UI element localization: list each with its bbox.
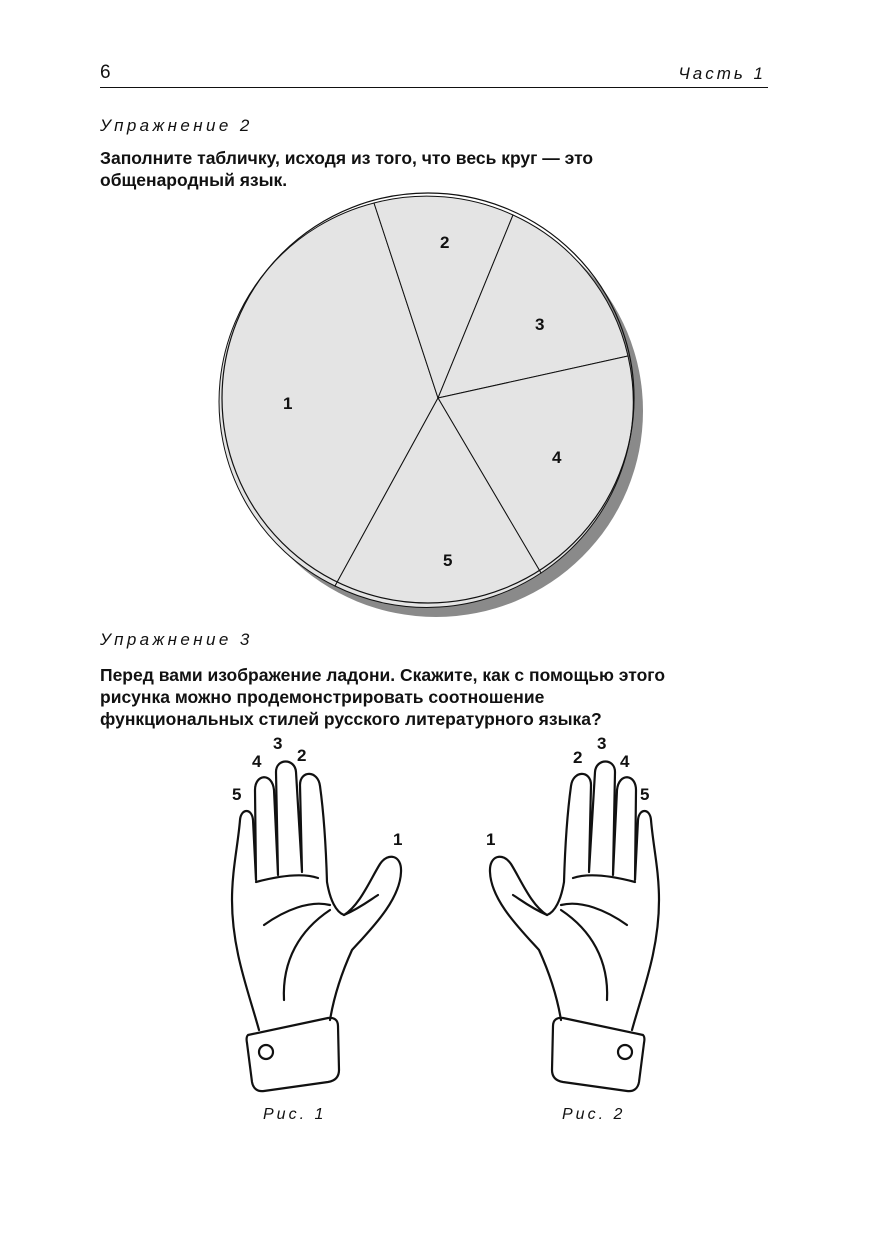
- pie-label-2: 2: [440, 233, 450, 252]
- left-hand-label-1: 1: [393, 830, 403, 849]
- left-palm-line-2: [284, 910, 330, 1000]
- exercise-3-text-line: функциональных стилей русского литературного языка?: [100, 709, 602, 729]
- left-hand-label-3: 3: [273, 734, 283, 753]
- left-cuff-button: [259, 1045, 273, 1059]
- exercise-3-title: Упражнение 3: [100, 630, 253, 649]
- exercise-2-text-line: Заполните табличку, исходя из того, что весь круг — это: [100, 148, 594, 168]
- pie-label-3: 3: [535, 315, 545, 334]
- right-palm-line-2: [561, 910, 607, 1000]
- right-hand-label-2: 2: [573, 748, 583, 767]
- right-hand-label-5: 5: [640, 785, 650, 804]
- left-hand-figure: [232, 762, 401, 1092]
- left-finger-crease: [256, 875, 318, 882]
- left-hand-label-5: 5: [232, 785, 242, 804]
- right-palm-line-1: [561, 904, 627, 925]
- right-hand-figure: [490, 762, 659, 1092]
- pie-label-4: 4: [552, 448, 562, 467]
- right-hand-label-3: 3: [597, 734, 607, 753]
- figure-caption-1: Рис. 1: [263, 1106, 327, 1123]
- right-cuff-button: [618, 1045, 632, 1059]
- exercise-3-text-line: Перед вами изображение ладони. Скажите, как с помощью этого: [100, 665, 666, 685]
- exercise-2-text-line: общенародный язык.: [100, 170, 288, 190]
- right-hand-label-1: 1: [486, 830, 496, 849]
- right-finger-crease: [573, 875, 635, 882]
- right-hand-label-4: 4: [620, 752, 630, 771]
- left-hand-label-2: 2: [297, 746, 307, 765]
- pie-label-1: 1: [283, 394, 293, 413]
- running-head: Часть 1: [678, 64, 766, 83]
- left-palm-line-1: [264, 904, 330, 925]
- figure-caption-2: Рис. 2: [562, 1106, 626, 1123]
- pie-label-5: 5: [443, 551, 453, 570]
- exercise-2-title: Упражнение 2: [100, 116, 253, 135]
- page-number: 6: [100, 62, 111, 83]
- exercise-3-text-line: рисунка можно продемонстрировать соотношение: [100, 687, 545, 707]
- left-hand-label-4: 4: [252, 752, 262, 771]
